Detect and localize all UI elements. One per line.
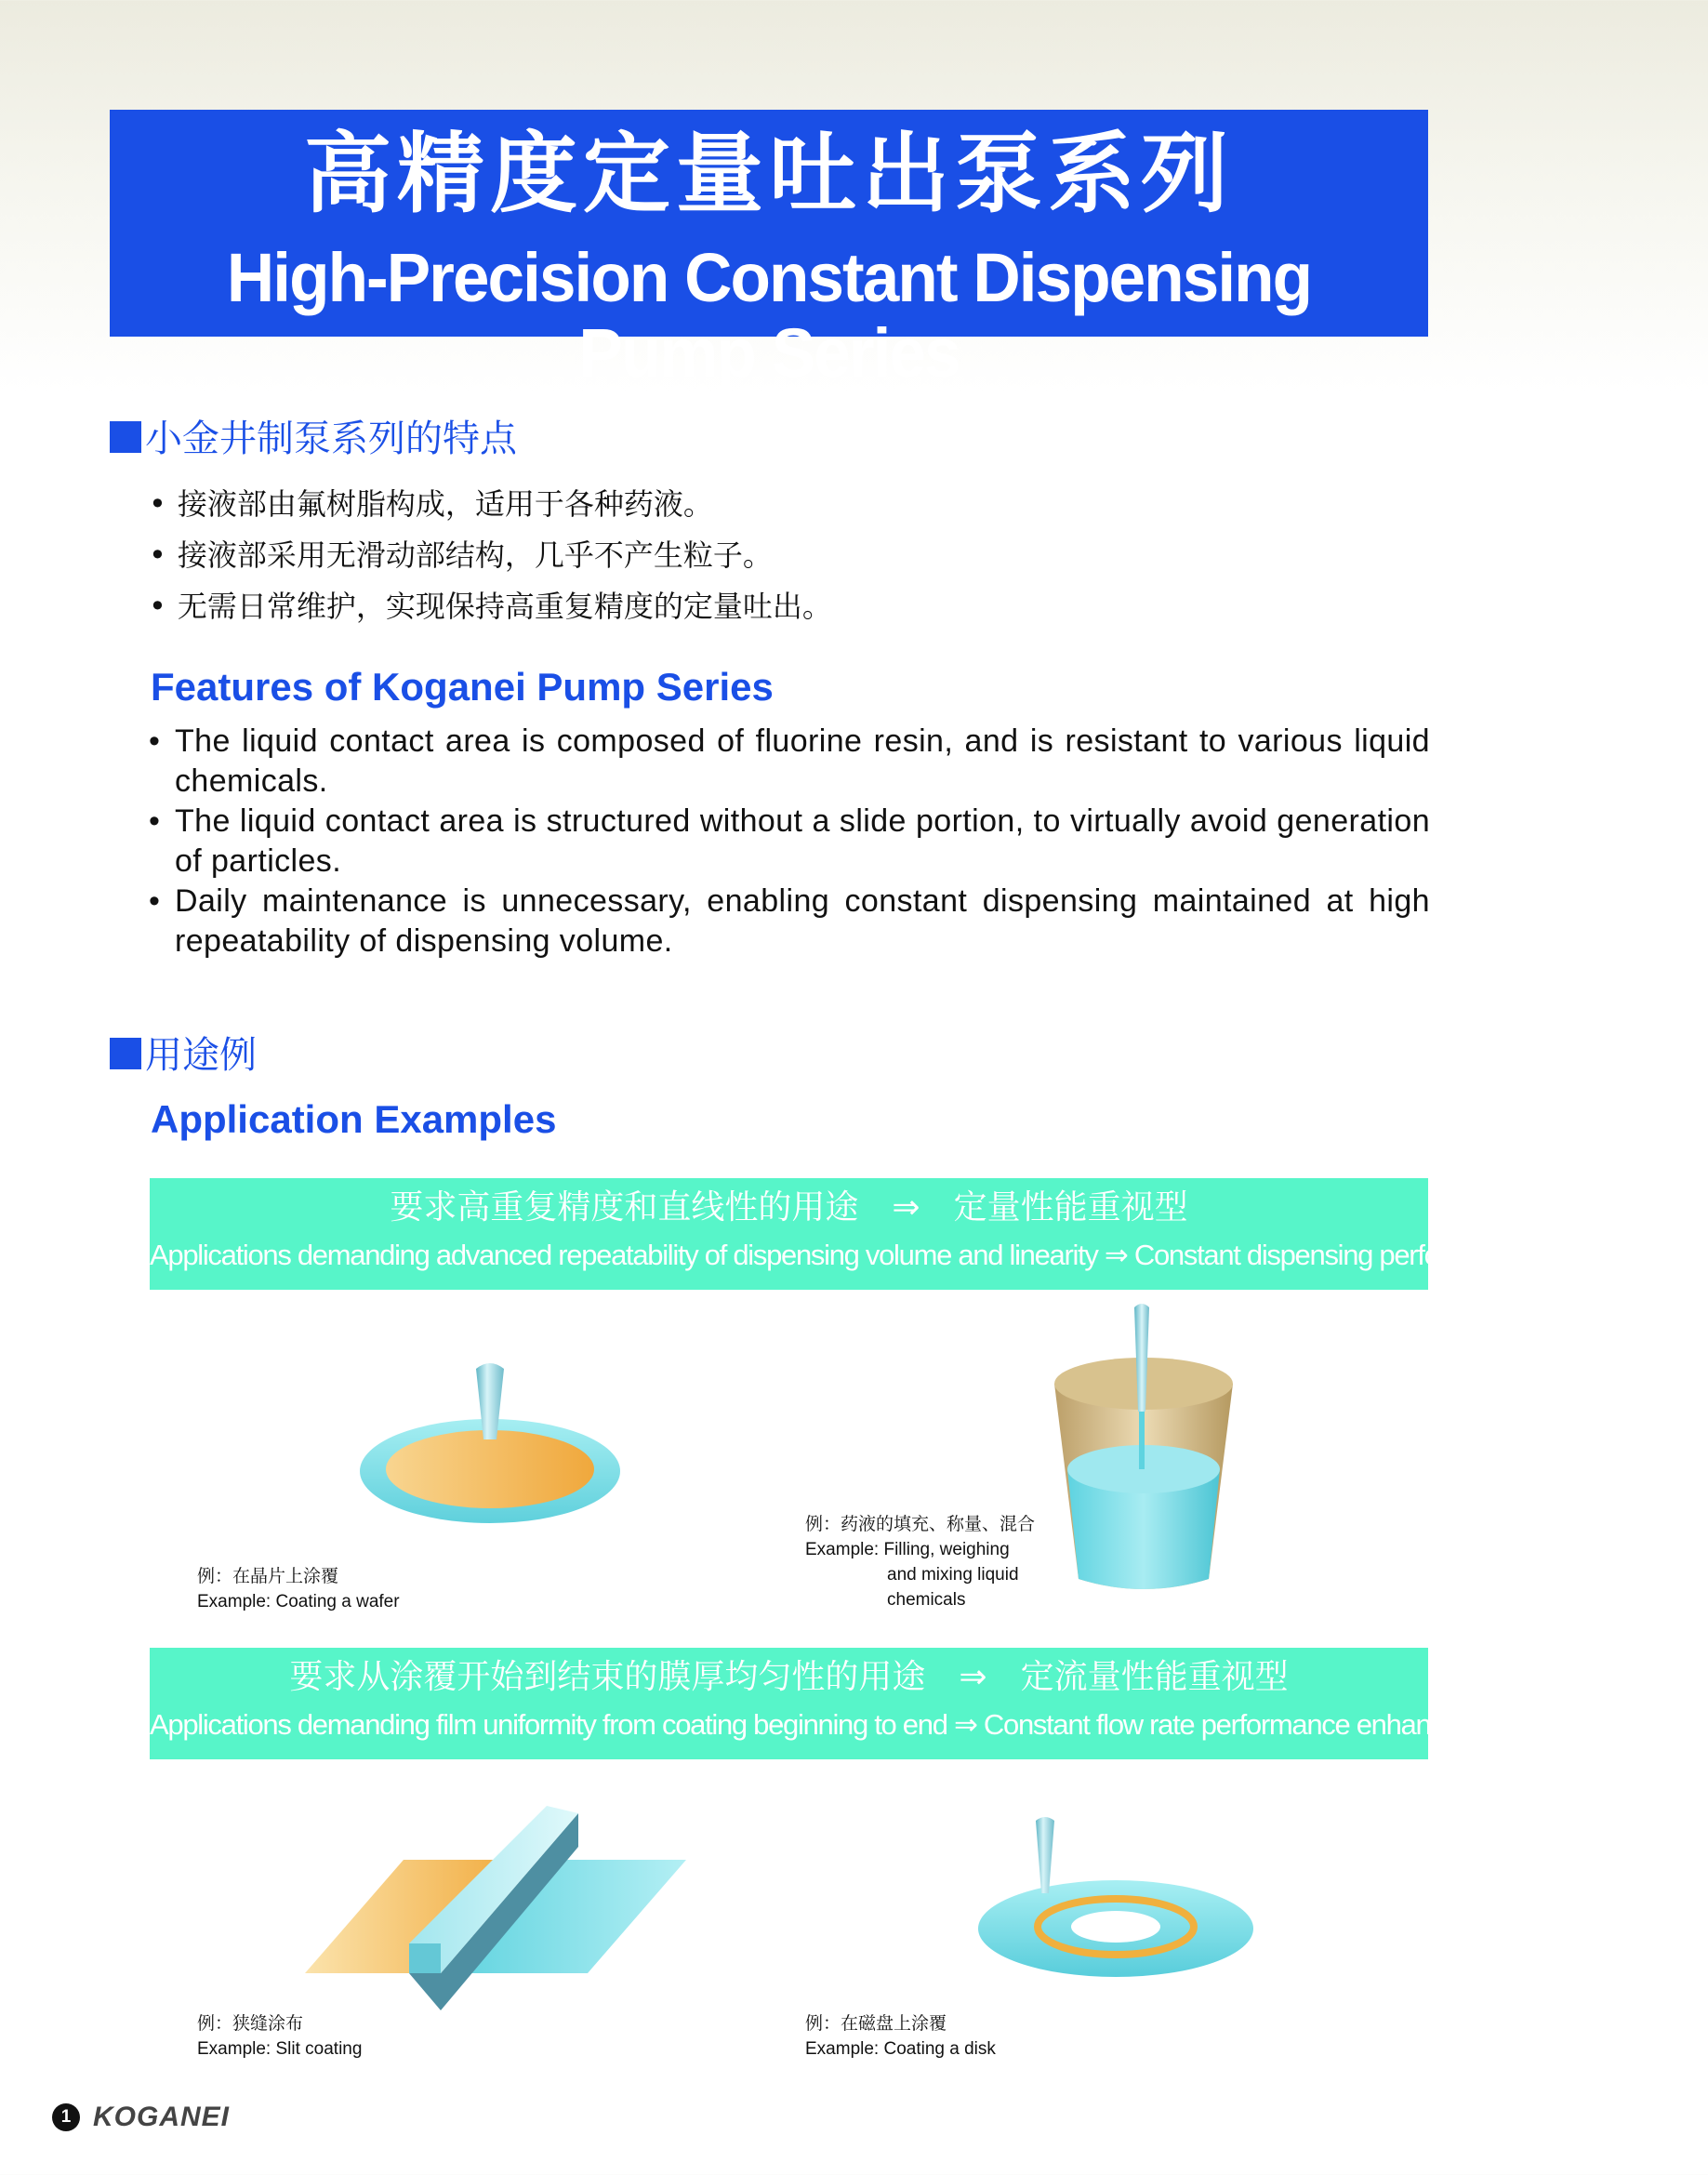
caption-en: Example: Slit coating: [197, 2039, 363, 2059]
caption-slit: [197, 2011, 362, 2062]
caption-filling: [805, 1512, 1035, 1612]
caption-zh: 例：在磁盘上涂覆: [805, 2014, 947, 2034]
square-bullet-icon: [110, 421, 141, 453]
features-list-zh: [149, 479, 832, 632]
caption-zh: 例：狭缝涂布: [197, 2014, 304, 2034]
list-item: • 无需日常维护，实现保持高重复精度的定量吐出。: [149, 581, 832, 632]
caption-en: Example: Coating a wafer: [197, 1592, 400, 1611]
beaker-filling-illustration: [1051, 1300, 1237, 1616]
applications-heading-en: Application Examples: [151, 1097, 557, 1141]
band-title-en: Applications demanding film uniformity from coating beginning to end ⇒ Constant flow rate performance enhanced type: [150, 1708, 1530, 1741]
banner-title-en: High-Precision Constant Dispensing Pump Series: [226, 239, 1312, 392]
caption-disk: [805, 2011, 996, 2062]
square-bullet-icon: [110, 1038, 141, 1069]
liquid-stream: [1139, 1412, 1145, 1469]
band-title-zh: 要求从涂覆开始到结束的膜厚均匀性的用途 ⇒ 定流量性能重视型: [289, 1658, 1289, 1696]
list-item: • The liquid contact area is structured without a slide portion, to virtually avoid generation of particles.: [149, 802, 1430, 882]
caption-zh: 例：在晶片上涂覆: [197, 1567, 339, 1586]
features-list-en: [149, 722, 1430, 962]
list-item: • The liquid contact area is composed of fluorine resin, and is resistant to various liquid chemicals.: [149, 722, 1430, 802]
slit-coating-illustration: [305, 1806, 695, 1988]
features-heading-zh-text: 小金井制泵系列的特点: [145, 418, 517, 460]
nozzle-icon: [1036, 1817, 1054, 1893]
caption-en: chemicals: [887, 1590, 966, 1610]
banner-title-zh: 高精度定量吐出泵系列: [303, 124, 1234, 225]
caption-en: and mixing liquid: [887, 1565, 1019, 1585]
list-item: • Daily maintenance is unnecessary, enabling constant dispensing maintained at high repeatability of dispensing volume.: [149, 882, 1430, 962]
applications-heading-zh-text: 用途例: [145, 1034, 257, 1077]
disk-coating-illustration: [974, 1813, 1257, 1981]
features-heading-en: Features of Koganei Pump Series: [151, 665, 774, 709]
wafer-coating-illustration: [353, 1358, 632, 1525]
disk-hole: [1071, 1911, 1160, 1943]
caption-en: Example: Coating a disk: [805, 2039, 996, 2059]
brand-logo: KOGANEI: [93, 2102, 231, 2132]
application-band-flow: [150, 1648, 1530, 1759]
caption-en: Example: Filling, weighing: [805, 1540, 1010, 1559]
title-banner: [110, 110, 1428, 392]
caption-zh: 例：药液的填充、称量、混合: [805, 1515, 1036, 1534]
band-title-en: Applications demanding advanced repeatability of dispensing volume and linearity ⇒ Constant dispensing performance enhanced type: [150, 1239, 1708, 1271]
wafer-coating: [386, 1430, 594, 1508]
page-number: 1: [52, 2103, 80, 2131]
page-footer: [52, 2103, 230, 2131]
applications-heading-zh: [110, 1034, 257, 1077]
list-item: • 接液部由氟树脂构成，适用于各种药液。: [149, 479, 832, 530]
caption-wafer: [197, 1564, 400, 1614]
features-heading-zh: [110, 420, 517, 458]
list-item: • 接液部采用无滑动部结构，几乎不产生粒子。: [149, 530, 832, 581]
slit-bar-end: [409, 1943, 441, 1973]
band-title-zh: 要求高重复精度和直线性的用途 ⇒ 定量性能重视型: [390, 1188, 1188, 1227]
application-band-dispensing: [150, 1178, 1708, 1290]
